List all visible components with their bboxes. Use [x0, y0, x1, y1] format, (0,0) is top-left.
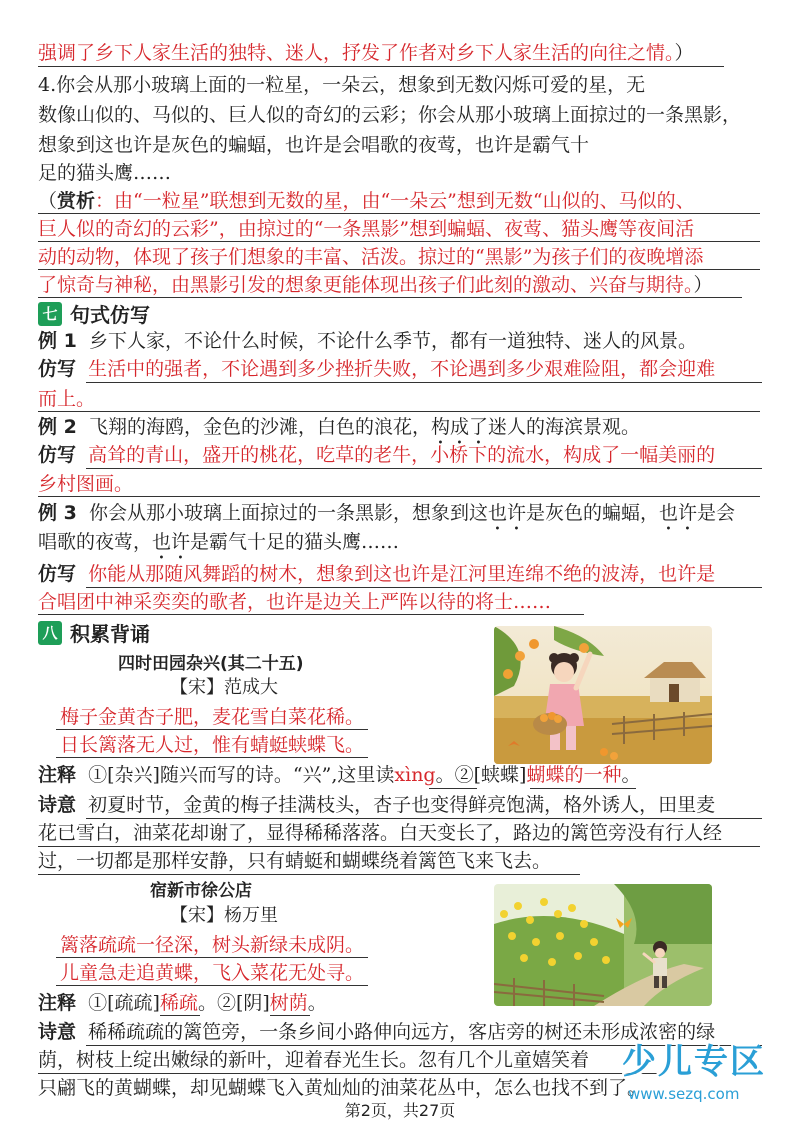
- meaning-label: 诗意: [38, 794, 77, 816]
- poem-2-meaning-line-2: 荫，树枝上绽出嫩绿的新叶，迎着春光生长。忽有几个儿童嬉笑着: [38, 1049, 590, 1071]
- poem-1-notes: 注释 ①[杂兴]随兴而写的诗。“兴”,这里读xìng。②[蛱蝶]蝴蝶的一种。: [38, 764, 641, 786]
- answer-underline: [38, 411, 760, 412]
- answer-underline: [38, 496, 760, 497]
- imitation-2-line-2: 乡村图画。: [38, 473, 134, 495]
- section-8-badge: 八: [38, 621, 62, 645]
- analysis-line-2: 巨人似的奇幻的云彩”，由掠过的“一条黑影”想到蝙蝠、夜莺、猫头鹰等夜间活: [38, 218, 695, 240]
- example-3-line-1: 例 3 你会从那小玻璃上面掠过的一条黑影，想象到这也许是灰色的蝙蝠，也许是会: [38, 502, 736, 524]
- question-4-line-4: 足的猫头鹰……: [38, 162, 172, 184]
- poem-1-author: 【宋】范成大: [170, 677, 278, 698]
- poem-1-line-1: 梅子金黄杏子肥，麦花雪白菜花稀。: [60, 706, 365, 728]
- answer-underline: [38, 213, 760, 214]
- poem-2-line-2: 儿童急走追黄蝶，飞入菜花无处寻。: [60, 962, 365, 984]
- imitation-3-line-1: 仿写 你能从那随风舞蹈的树木，想象到这也许是江河里连绵不绝的波涛，也许是: [38, 563, 716, 585]
- answer-underline: [160, 1015, 200, 1016]
- section-7-header: [38, 299, 150, 328]
- imitation-3-line-2: 合唱团中神采奕奕的歌者，也许是边关上严阵以待的将士……: [38, 591, 552, 613]
- imitation-2-line-1: 仿写 高耸的青山，盛开的桃花，吃草的老牛，小桥下的流水，构成了一幅美丽的: [38, 444, 716, 466]
- answer-underline: [270, 1015, 310, 1016]
- illustration-girl-picking-apricots: [494, 626, 712, 764]
- answer-underline: [38, 846, 760, 847]
- section-7-badge: 七: [38, 302, 62, 326]
- poem-1-title: 四时田园杂兴(其二十五): [118, 654, 304, 674]
- answer-underline: [56, 757, 368, 758]
- poem-1-line-2: 日长篱落无人过，惟有蜻蜓蛱蝶飞。: [60, 734, 365, 756]
- section-8-header: [38, 618, 150, 647]
- poem-1-meaning-line-1: 诗意 初夏时节，金黄的梅子挂满枝头，杏子也变得鲜亮饱满，格外诱人，田里麦: [38, 794, 716, 816]
- analysis-label: 赏析: [57, 190, 96, 212]
- answer-underline: [86, 587, 762, 588]
- answer-underline: [38, 241, 760, 242]
- answer-underline: [56, 957, 368, 958]
- analysis-line-3: 动的动物，体现了孩子们想象的丰富、活泼。掠过的“黑影”为孩子们的夜晚增添: [38, 246, 704, 268]
- answer-underline: [38, 297, 742, 298]
- answer-underline: [429, 788, 477, 789]
- imitation-1-line-1: 仿写 生活中的强者，不论遇到多少挫折失败，不论遇到多少艰难险阻，都会迎难: [38, 358, 716, 380]
- question-4-line-2: 数像山似的、马似的、巨人似的奇幻的云彩；你会从那小玻璃上面掠过的一条黑影，: [38, 104, 742, 126]
- poem-2-meaning-line-1: 诗意 稀稀疏疏的篱笆旁，一条乡间小路伸向远方，客店旁的树还未形成浓密的绿: [38, 1021, 716, 1043]
- answer-underline: [56, 729, 368, 730]
- answer-underline: [38, 614, 584, 615]
- answer-underline: [86, 818, 762, 819]
- poem-1-meaning-line-3: 过，一切都是那样安静，只有蜻蜓和蝴蝶绕着篱笆飞来飞去。: [38, 850, 552, 872]
- answer-underline: [86, 382, 762, 383]
- section-7-title: 句式仿写: [70, 303, 150, 327]
- poem-2-line-1: 篱落疏疏一径深，树头新绿未成阴。: [60, 934, 365, 956]
- answer-underline: [530, 788, 636, 789]
- example-2: 例 2 飞翔的海鸥，金色的沙滩，白色的浪花，构成了迷人的海滨景观。: [38, 416, 640, 438]
- analysis-line-4: 了惊奇与神秘，由黑影引发的想象更能体现出孩子们此刻的激动、兴奋与期待。）: [38, 274, 713, 296]
- analysis-tail-line: 强调了乡下人家生活的独特、迷人，抒发了作者对乡下人家生活的向往之情。）: [38, 42, 694, 64]
- poem-1-meaning-line-2: 花已雪白，油菜花却谢了，显得稀稀落落。白天变长了，路边的篱笆旁没有行人经: [38, 822, 723, 844]
- answer-underline: [86, 468, 762, 469]
- imitation-1-line-2: 而上。: [38, 388, 96, 410]
- page-footer: 第2页，共27页: [344, 1101, 456, 1120]
- answer-underline: [38, 66, 724, 67]
- question-4-line-3: 想象到这也许是灰色的蝙蝠，也许是会唱歌的夜莺，也许是霸气十: [38, 134, 590, 156]
- answer-underline: [56, 985, 368, 986]
- answer-underline: [38, 1073, 658, 1074]
- answer-underline: [38, 874, 580, 875]
- answer-underline: [38, 269, 760, 270]
- illustration-svg: [494, 626, 712, 764]
- poem-2-notes: 注释 ①[疏疏]稀疏。②[阴]树荫。: [38, 992, 327, 1014]
- example-1: 例 1 乡下人家，不论什么时候，不论什么季节，都有一道独特、迷人的风景。: [38, 330, 697, 352]
- imitation-label: 仿写: [38, 358, 77, 380]
- poem-2-author: 【宋】杨万里: [170, 905, 278, 926]
- section-8-title: 积累背诵: [70, 622, 150, 646]
- example-3-line-2: 唱歌的夜莺，也许是霸气十足的猫头鹰……: [38, 531, 400, 553]
- analysis-line-1: （赏析：由“一粒星”联想到无数的星，由“一朵云”想到无数“山似的、马似的、: [38, 190, 695, 212]
- poem-2-meaning-line-3: 只翩飞的黄蝴蝶，却见蝴蝶飞入黄灿灿的油菜花丛中，怎么也找不到了。: [38, 1077, 647, 1099]
- illustration-child-chasing-butterfly: [494, 884, 712, 1006]
- watermark-title: 少儿专区: [622, 1042, 766, 1082]
- notes-label: 注释: [38, 764, 77, 786]
- watermark-url: www.sezq.com: [628, 1085, 740, 1103]
- poem-2-title: 宿新市徐公店: [150, 881, 252, 901]
- illustration-svg: [494, 884, 712, 1006]
- question-4-line-1: 4.你会从那小玻璃上面的一粒星，一朵云，想象到无数闪烁可爱的星，无: [38, 74, 646, 96]
